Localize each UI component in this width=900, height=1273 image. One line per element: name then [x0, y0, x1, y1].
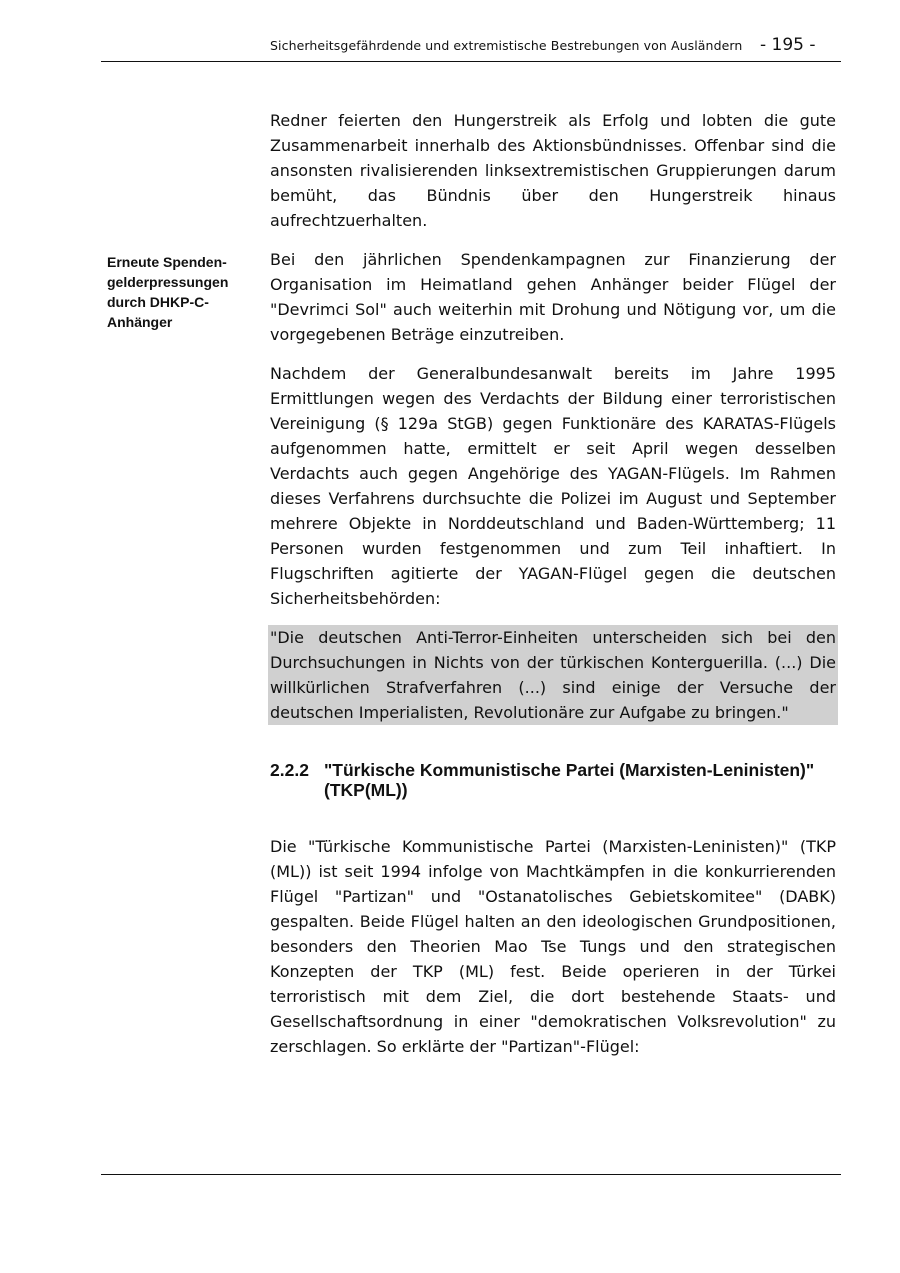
running-header-title: Sicherheitsgefährdende und extremistische Bestrebungen von Ausländern	[270, 38, 743, 53]
margin-note: Erneute Spenden-gelderpressungen durch DHKP-C-Anhänger	[107, 254, 229, 330]
paragraph-hungerstreik: Redner feierten den Hungerstreik als Erfolg und lobten die gute Zusammenarbeit innerhalb des Aktionsbündnisses. Offenbar sind die ansonsten rivalisierenden linksextremistischen Gruppierungen darum bemüht, das Bündnis über den Hungerstreik hinaus aufrechtzuerhalten.	[270, 111, 836, 230]
paragraph-ermittlungen: Nachdem der Generalbundesanwalt bereits im Jahre 1995 Ermittlungen wegen des Verdachts der Bildung einer terroristischen Vereinigung (§ 129a StGB) gegen Funktionäre des KARATAS-Flügels aufgenommen hatte, ermittelt er seit April wegen desselben Verdachts auch gegen Angehörige des YAGAN-Flügels. Im Rahmen dieses Verfahrens durchsuchte die Polizei im August und September mehrere Objekte in Norddeutschland und Baden-Württemberg; 11 Personen wurden festgenommen und zum Teil inhaftiert. In Flugschriften agitierte der YAGAN-Flügel gegen die deutschen Sicherheitsbehörden:	[270, 364, 836, 608]
header-rule	[101, 61, 841, 62]
paragraph-spendenkampagnen: Bei den jährlichen Spendenkampagnen zur Finanzierung der Organisation im Heimatland gehen Anhänger beider Flügel der "Devrimci Sol" auch weiterhin mit Drohung und Nötigung vor, um die vorgegebenen Beträge einzutreiben.	[270, 250, 836, 344]
footer-rule	[101, 1174, 841, 1175]
paragraph-tkp-ml: Die "Türkische Kommunistische Partei (Marxisten-Leninisten)" (TKP (ML)) ist seit 1994 infolge von Machtkämpfen in die konkurrierenden Flügel "Partizan" und "Ostanatolisches Gebietskomitee" (DABK) gespalten. Beide Flügel halten an den ideologischen Grundpositionen, besonders den Theorien Mao Tse Tungs und den strategischen Konzepten der TKP (ML) fest. Beide operieren in der Türkei terroristisch mit dem Ziel, die dort bestehende Staats- und Gesellschaftsordnung in einer "demokratischen Volksrevolution" zu zerschlagen. So erklärte der "Partizan"-Flügel:	[270, 837, 836, 1056]
section-title: "Türkische Kommunistische Partei (Marxisten-Leninisten)" (TKP(ML))	[324, 760, 815, 800]
page-number: - 195 -	[760, 35, 816, 55]
quote-block: "Die deutschen Anti-Terror-Einheiten unterscheiden sich bei den Durchsuchungen in Nichts von der türkischen Konterguerilla. (...) Die willkürlichen Strafverfahren (...) sind einige der Versuche der deutschen Imperialisten, Revolutionäre zur Aufgabe zu bringen."	[268, 625, 838, 725]
section-number: 2.2.2	[270, 760, 309, 780]
